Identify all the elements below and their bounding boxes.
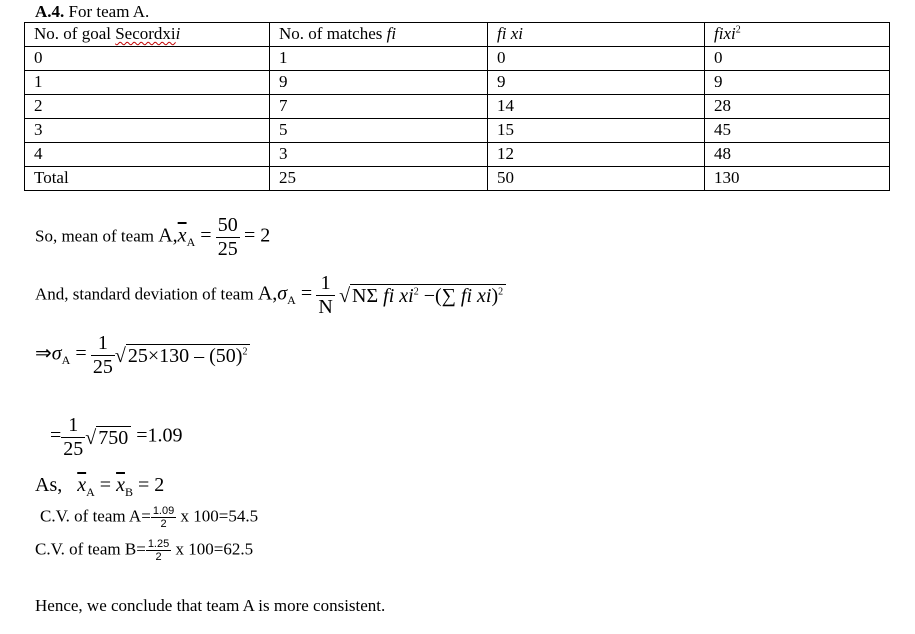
table-row (25, 143, 890, 167)
table-cell: 9 (488, 71, 705, 95)
table-cell: 9 (705, 71, 890, 95)
step1-fraction: $\frac{1}{25}$ (92, 332, 113, 378)
header-fixi: fi xi (488, 23, 705, 47)
table-cell: 130 (705, 167, 890, 191)
table-cell: 28 (705, 95, 890, 119)
table-cell: 25 (270, 167, 488, 191)
table-cell: 7 (270, 95, 488, 119)
implies-arrow: ⇒ (35, 342, 52, 365)
table-cell: 48 (705, 143, 890, 167)
x-bar: $\overline{x}$ (177, 224, 187, 247)
sigma-symbol: σ (277, 282, 288, 305)
table-row (25, 119, 890, 143)
section-heading (35, 2, 149, 22)
equal-means-line: As, $\overline{x}_A = \overline{x}_B = 2$ (35, 474, 165, 499)
header-matches: No. of matches fi (270, 23, 488, 47)
header-fixi2: fixi$^2$ (705, 23, 890, 47)
std-formula: And, standard deviation of team $A,\sigma_A$ = $\frac{1}{N}$ √ NΣ fi $xi^2$ −(∑ fi xi)$^2$ (35, 272, 506, 319)
table-cell: 0 (705, 47, 890, 71)
sqrt-symbol: √ 750 (85, 426, 131, 450)
header-goals: No. of goal Secordxii (25, 23, 270, 47)
table-cell: 1 (25, 71, 270, 95)
table-row (25, 47, 890, 71)
cv-a-fraction: $\frac{1.09}{2}$ (152, 505, 175, 530)
table-row (25, 71, 890, 95)
conclusion-text: Hence, we conclude that team A is more consistent. (35, 596, 386, 615)
table-cell: 12 (488, 143, 705, 167)
goals-table (24, 22, 890, 191)
section-title: For team A. (64, 2, 150, 21)
table-header-row (25, 23, 890, 47)
table-cell: 0 (25, 47, 270, 71)
table-row (25, 95, 890, 119)
table-cell: 50 (488, 167, 705, 191)
sqrt-symbol: √ NΣ fi $xi^2$ −(∑ fi xi)$^2$ (339, 284, 506, 308)
table-cell: 3 (270, 143, 488, 167)
table-cell: 2 (25, 95, 270, 119)
std-fraction: $\frac{1}{N}$ (318, 272, 333, 318)
table-cell: 14 (488, 95, 705, 119)
table-cell: 4 (25, 143, 270, 167)
cv-b-fraction: $\frac{1.25}{2}$ (147, 538, 170, 563)
table-cell: 45 (705, 119, 890, 143)
table-cell: 0 (488, 47, 705, 71)
table-cell: 1 (270, 47, 488, 71)
cv-team-a: C.V. of team A= $\frac{1.09}{2}$ x 100=54.5 (40, 505, 259, 530)
table-cell: 15 (488, 119, 705, 143)
std-step-1: $\Rightarrow\sigma_A$ = $\frac{1}{25}$ √ $25\times 130 - (50)^2$ (35, 332, 250, 379)
std-step-2: = $\frac{1}{25}$ √ 750 =1.09 (50, 414, 183, 460)
table-cell: 5 (270, 119, 488, 143)
spellcheck-word: Secordxi (115, 24, 176, 43)
table-cell: 3 (25, 119, 270, 143)
sqrt-symbol: √ $25\times 130 - (50)^2$ (115, 344, 251, 368)
cv-team-b: C.V. of team B= $\frac{1.25}{2}$ x 100=62.5 (35, 538, 254, 563)
mean-fraction: $\frac{50}{25}$ (217, 214, 238, 260)
table-cell: Total (25, 167, 270, 191)
step2-fraction: $\frac{1}{25}$ (63, 414, 84, 460)
table-cell: 9 (270, 71, 488, 95)
mean-equation: So, mean of team $A,\overline{x}_A$ = $\frac{50}{25}$ = 2 (35, 214, 271, 260)
section-number: A.4. (35, 2, 65, 21)
table-total-row (25, 167, 890, 191)
